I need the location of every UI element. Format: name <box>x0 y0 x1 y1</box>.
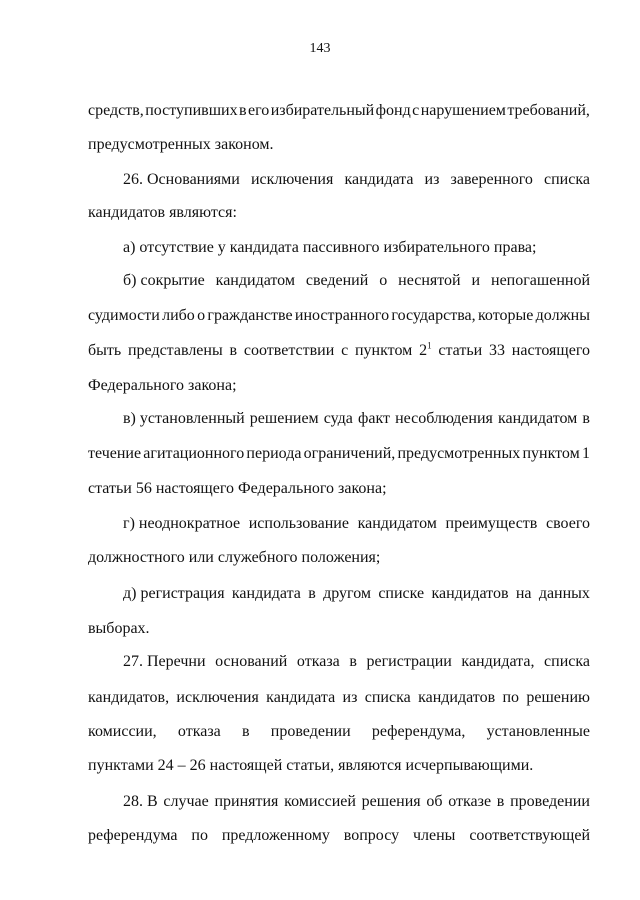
word: члены <box>412 827 456 844</box>
word: комиссией <box>284 793 356 810</box>
word: из <box>342 689 358 706</box>
word: быть <box>88 342 122 359</box>
superscript: 1 <box>427 340 432 351</box>
word: кандидата <box>231 585 301 602</box>
word: фонд <box>375 102 411 119</box>
item-a <box>123 238 590 258</box>
word: избирательный <box>270 102 375 119</box>
word: в <box>582 410 590 427</box>
word: выборах. <box>88 620 150 637</box>
word: регистрации <box>366 653 452 670</box>
word: требований, <box>507 102 590 119</box>
word: несоблюдения <box>395 410 493 427</box>
word: статьи 56 настоящего Федерального закона; <box>88 480 387 497</box>
text-line <box>88 135 590 155</box>
word: Федерального закона; <box>88 377 237 394</box>
word: с <box>341 342 349 359</box>
word: кандидатов <box>431 585 509 602</box>
word: периода <box>246 445 302 462</box>
word: в <box>239 102 247 119</box>
word: соответствующей <box>469 827 590 844</box>
word: оснований <box>215 653 288 670</box>
word: непогашенной <box>491 272 590 289</box>
word: предложенному <box>221 827 330 844</box>
item-d-first-line <box>123 584 590 604</box>
page-number: 143 <box>309 41 331 56</box>
text-line <box>88 341 590 361</box>
word: предусмотренных <box>397 445 521 462</box>
word: о <box>197 307 206 324</box>
word: пунктами 24 – 26 настоящей статьи, являются исчерпывающими. <box>88 757 534 774</box>
word: которые <box>477 307 534 324</box>
word: г) неоднократное <box>123 515 241 532</box>
text-line <box>88 756 590 776</box>
word: течение <box>88 445 142 462</box>
text-line <box>88 548 590 568</box>
word: установленные <box>486 723 590 740</box>
word: об <box>426 793 443 810</box>
word: другом <box>323 585 372 602</box>
word: в <box>229 342 238 359</box>
word: 2 <box>419 342 428 359</box>
word: проведении <box>510 793 590 810</box>
word: вопросу <box>343 827 400 844</box>
text-line <box>88 688 590 708</box>
word: факт <box>357 410 391 427</box>
word: д) регистрация <box>123 585 225 602</box>
word: в) установленный <box>123 410 245 427</box>
word: агитационного <box>143 445 245 462</box>
word: использование <box>248 515 349 532</box>
word: по <box>191 827 208 844</box>
word: кандидатов являются: <box>88 204 237 221</box>
word: 27. Перечни <box>123 653 206 670</box>
word: из <box>424 171 440 188</box>
word: б) сокрытие <box>123 272 205 289</box>
text-line <box>88 203 590 223</box>
word: нарушением <box>420 102 506 119</box>
word: кандидата <box>344 171 414 188</box>
text-line <box>88 101 590 121</box>
text-line <box>88 376 590 396</box>
word: кандидатов <box>418 689 496 706</box>
word: заверенного <box>450 171 533 188</box>
word: настоящего <box>511 342 590 359</box>
word: ограничений, <box>303 445 396 462</box>
word: комиссии, <box>88 723 157 740</box>
paragraph-28-first-line <box>123 792 590 812</box>
item-g-first-line <box>123 514 590 534</box>
word: в <box>308 585 316 602</box>
word: пунктом <box>354 342 413 359</box>
word: кандидата <box>266 689 336 706</box>
word: кандидатом <box>215 272 295 289</box>
word: в <box>496 793 505 810</box>
word: референдума <box>88 827 178 844</box>
word: списке <box>378 585 425 602</box>
paragraph-26-first-line <box>123 170 590 190</box>
word: данных <box>538 585 590 602</box>
item-b-first-line <box>123 271 590 291</box>
word: в <box>349 653 357 670</box>
word: судимости <box>88 307 160 324</box>
item-v-first-line <box>123 409 590 429</box>
word: должны <box>535 307 590 324</box>
word: по <box>502 689 520 706</box>
word: списка <box>364 689 411 706</box>
word: на <box>515 585 532 602</box>
word: референдума, <box>371 723 466 740</box>
word: кандидатов, <box>88 689 170 706</box>
word: проведении <box>270 723 351 740</box>
word: иностранного <box>294 307 390 324</box>
word: кандидата, <box>461 653 535 670</box>
text-line <box>88 444 590 464</box>
word: о <box>379 272 388 289</box>
word: сведений <box>305 272 369 289</box>
paragraph-27-first-line <box>123 652 590 672</box>
text-line <box>88 479 590 499</box>
word: должностного или служебного положения; <box>88 549 381 566</box>
text-line <box>88 306 590 326</box>
word: суда <box>323 410 353 427</box>
word: решению <box>526 689 590 706</box>
word: преимуществ <box>445 515 538 532</box>
word: своего <box>545 515 590 532</box>
word: неснятой <box>398 272 461 289</box>
word: отказа <box>296 653 340 670</box>
word: и <box>471 272 481 289</box>
point-number <box>419 341 432 361</box>
word: 1 <box>581 445 590 462</box>
word: его <box>248 102 270 119</box>
word: 26. Основаниями <box>123 171 240 188</box>
word: исключения <box>176 689 259 706</box>
word: а) отсутствие у кандидата пассивного избирательного права; <box>123 239 537 256</box>
word: статьи <box>438 342 483 359</box>
word: государства, <box>391 307 476 324</box>
word: принятия <box>214 793 279 810</box>
word: представлены <box>127 342 223 359</box>
text-line <box>88 722 590 742</box>
word: кандидатом <box>497 410 578 427</box>
text-line <box>88 826 590 846</box>
word: списка <box>544 171 590 188</box>
word: решением <box>249 410 319 427</box>
word: гражданстве <box>207 307 293 324</box>
word: предусмотренных законом. <box>88 136 274 153</box>
word: в <box>241 723 250 740</box>
word: списка <box>544 653 590 670</box>
word: 33 <box>489 342 505 359</box>
word: пунктом <box>522 445 580 462</box>
word: с <box>412 102 420 119</box>
word: исключения <box>250 171 334 188</box>
word: отказе <box>448 793 492 810</box>
word: поступивших <box>145 102 238 119</box>
text-line <box>88 619 590 639</box>
word: решения <box>361 793 421 810</box>
word: кандидатом <box>357 515 437 532</box>
word: случае <box>163 793 209 810</box>
word: соответствии <box>243 342 335 359</box>
word: 28. В <box>123 793 158 810</box>
word: отказа <box>177 723 221 740</box>
word: либо <box>162 307 195 324</box>
word: средств, <box>88 102 144 119</box>
